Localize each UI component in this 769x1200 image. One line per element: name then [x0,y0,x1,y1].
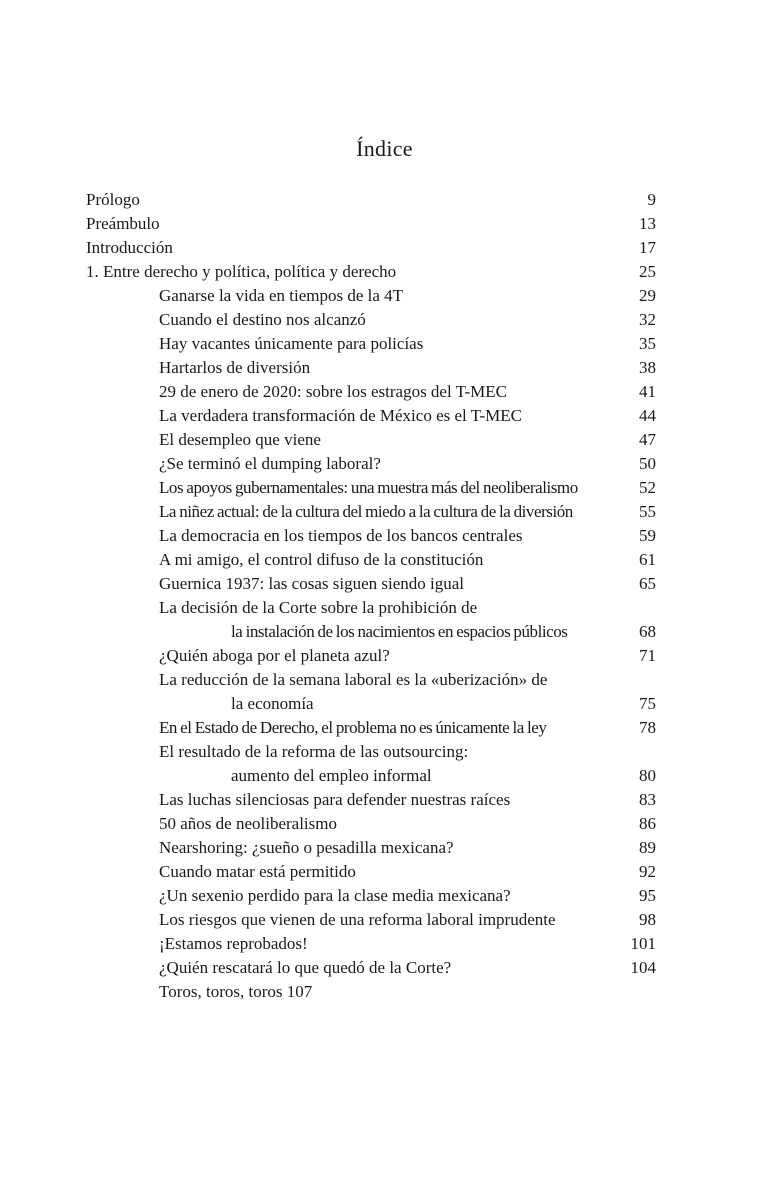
toc-entry [86,404,656,428]
toc-entry [86,836,656,860]
toc-entry-title: ¿Quién aboga por el planeta azul? [159,646,390,665]
toc-entry-title: Guernica 1937: las cosas siguen siendo igual [159,574,464,593]
toc-entry-title: Hartarlos de diversión [159,358,311,377]
toc-entry-title: La niñez actual: de la cultura del miedo a la cultura de la diversión [159,502,573,521]
toc-entry-page: 98 [639,910,656,929]
toc-entry-page: 71 [639,646,656,665]
toc-entry-page: 83 [639,790,656,809]
toc-entry-continuation [86,764,656,788]
toc-entry-title: Nearshoring: ¿sueño o pesadilla mexicana? [159,838,454,857]
toc-entry [86,380,656,404]
toc-entry [86,428,656,452]
toc-entry-page: 25 [639,262,656,281]
toc-entry [86,884,656,908]
toc-entry-page: 59 [639,526,656,545]
toc-entry-title: Prólogo [86,190,140,209]
toc-entry-page: 35 [639,334,656,353]
toc-entry-page: 65 [639,574,656,593]
toc-entry-page: 47 [639,430,656,449]
toc-entry-title: ¿Un sexenio perdido para la clase media mexicana? [159,886,511,905]
toc-entry-page: 9 [647,190,656,209]
toc-entry-title: 29 de enero de 2020: sobre los estragos del T-MEC [159,382,507,401]
toc-entry-title-cont: aumento del empleo informal [231,766,432,785]
toc-entry [86,812,656,836]
toc-entry-title: La verdadera transformación de México es el T-MEC [159,406,523,425]
toc-entry-title: ¿Se terminó el dumping laboral? [159,454,381,473]
page-title: Índice [356,136,413,161]
toc-entry [86,524,656,548]
toc-entry [86,476,656,500]
toc-entry [86,956,656,980]
toc-entry-title: Hay vacantes únicamente para policías [159,334,424,353]
toc-entry-title: La reducción de la semana laboral es la «uberización» de [159,670,548,689]
toc-entry-title: Cuando el destino nos alcanzó [159,310,366,329]
toc-entry [86,740,656,764]
toc-entry [86,860,656,884]
toc-entry-page: 61 [639,550,656,569]
toc-entry-title: Introducción [86,238,173,257]
toc-entry-continuation [86,692,656,716]
toc-entry-page: 78 [639,718,656,737]
toc-entry [86,716,656,740]
toc-entry-title: Toros, toros, toros 107 [159,982,313,1001]
toc-entry [86,788,656,812]
toc-entry [86,572,656,596]
toc-entry-title: Los apoyos gubernamentales: una muestra más del neoliberalismo [159,478,578,497]
toc-entry-page: 92 [639,862,656,881]
toc-entry-title: Ganarse la vida en tiempos de la 4T [159,286,404,305]
toc-entry-page: 80 [639,766,656,785]
toc-chapter-1 [86,260,656,284]
toc-entry [86,908,656,932]
toc-entry-title: ¿Quién rescatará lo que quedó de la Corte? [159,958,452,977]
toc-entry [86,308,656,332]
toc-entry-page: 55 [639,502,656,521]
toc-entry-preambulo [86,212,656,236]
toc-entry-page: 68 [639,622,656,641]
toc-entry-title-cont: la economía [231,694,314,713]
toc-entry-page: 101 [630,934,656,953]
toc-entry [86,644,656,668]
toc-entry-page: 104 [630,958,656,977]
toc-entry [86,932,656,956]
table-of-contents [86,188,656,1004]
toc-entry-title: Cuando matar está permitido [159,862,356,881]
toc-entry [86,548,656,572]
toc-entry-title: A mi amigo, el control difuso de la constitución [159,550,484,569]
toc-entry-title: La decisión de la Corte sobre la prohibición de [159,598,478,617]
toc-entry-page: 32 [639,310,656,329]
toc-entry-page: 50 [639,454,656,473]
toc-entry-page: 86 [639,814,656,833]
toc-entry-title: 50 años de neoliberalismo [159,814,337,833]
toc-entry-prologo [86,188,656,212]
toc-entry-page: 95 [639,886,656,905]
toc-entry-title: Los riesgos que vienen de una reforma laboral imprudente [159,910,556,929]
toc-entry-page: 52 [639,478,656,497]
toc-entry-title: La democracia en los tiempos de los bancos centrales [159,526,523,545]
toc-entry-page: 13 [639,214,656,233]
toc-entry-introduccion [86,236,656,260]
toc-entry-title: ¡Estamos reprobados! [159,934,308,953]
toc-entry-title: El resultado de la reforma de las outsourcing: [159,742,469,761]
toc-entry-title-cont: la instalación de los nacimientos en espacios públicos [231,622,568,641]
toc-entry [86,596,656,620]
toc-entry-continuation [86,620,656,644]
toc-entry [86,980,656,1004]
toc-entry [86,284,656,308]
toc-entry-title: 1. Entre derecho y política, política y derecho [86,262,397,281]
toc-entry [86,356,656,380]
toc-entry-page: 41 [639,382,656,401]
toc-entry-page: 75 [639,694,656,713]
toc-entry-page: 44 [639,406,656,425]
toc-entry-page: 29 [639,286,656,305]
toc-entry-title: Las luchas silenciosas para defender nuestras raíces [159,790,511,809]
toc-entry [86,500,656,524]
toc-entry [86,332,656,356]
toc-entry-page: 89 [639,838,656,857]
toc-entry-title: El desempleo que viene [159,430,321,449]
toc-entry-page: 38 [639,358,656,377]
toc-entry-title: En el Estado de Derecho, el problema no es únicamente la ley [159,718,547,737]
toc-entry [86,668,656,692]
toc-entry [86,452,656,476]
toc-entry-page: 17 [639,238,656,257]
toc-entry-title: Preámbulo [86,214,160,233]
